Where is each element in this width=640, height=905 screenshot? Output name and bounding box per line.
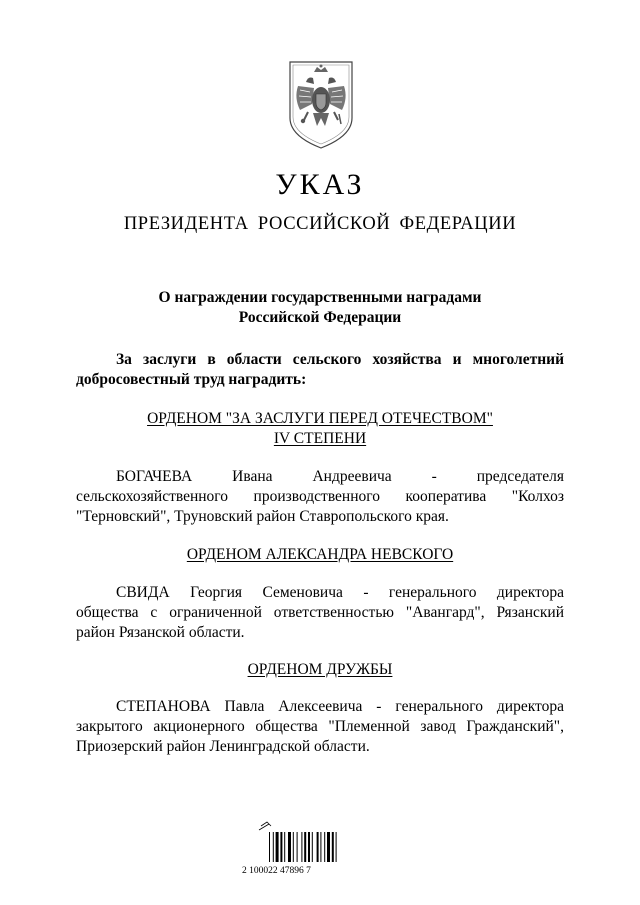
recipient-line: БОГАЧЕВА Ивана Андреевича - председателя xyxy=(116,468,564,485)
barcode-bar xyxy=(276,832,279,862)
recipient-paragraph-stepanov xyxy=(76,697,564,757)
recipient-line: закрытого акционерного общества "Племенной завод Гражданский", xyxy=(76,718,564,735)
intro-paragraph xyxy=(76,350,564,390)
recipient-line: СВИДА Георгия Семеновича - генерального директора xyxy=(116,584,564,601)
barcode-bar xyxy=(324,832,325,862)
barcode-bar xyxy=(280,832,282,862)
barcode-bar xyxy=(284,832,285,862)
barcode-bar xyxy=(327,832,330,862)
recipient-line: "Терновский", Труновский район Ставропольского края. xyxy=(76,508,449,525)
state-emblem-icon xyxy=(284,58,358,152)
recipient-line: район Рязанской области. xyxy=(76,624,245,641)
intro-line: За заслуги в области сельского хозяйства и многолетний xyxy=(116,351,564,368)
recipient-paragraph-svid xyxy=(76,583,564,643)
award-title-line: ОРДЕНОМ "ЗА ЗАСЛУГИ ПЕРЕД ОТЕЧЕСТВОМ" xyxy=(147,410,493,427)
decree-heading xyxy=(0,288,640,328)
barcode-bar xyxy=(301,832,302,862)
document-title: УКАЗ xyxy=(275,168,365,201)
decree-heading-line: Российской Федерации xyxy=(238,309,402,326)
barcode-bar xyxy=(332,832,334,862)
recipient-line: сельскохозяйственного производственного кооператива "Колхоз xyxy=(76,488,564,505)
recipient-paragraph-bogachev xyxy=(76,467,564,527)
award-title-friendship xyxy=(0,660,640,680)
barcode-bar xyxy=(269,832,270,862)
award-title-nevsky xyxy=(0,545,640,565)
award-title-line: ОРДЕНОМ ДРУЖБЫ xyxy=(247,661,393,678)
recipient-line: общества с ограниченной ответственностью "Авангард", Рязанский xyxy=(76,604,564,621)
award-title-fatherland xyxy=(0,409,640,449)
barcode-bar xyxy=(308,832,310,862)
document-subtitle: ПРЕЗИДЕНТА РОССИЙСКОЙ ФЕДЕРАЦИИ xyxy=(123,214,517,234)
barcode-bar xyxy=(288,832,291,862)
barcode-bar xyxy=(273,832,274,862)
barcode-bar xyxy=(320,832,321,862)
barcode-bar xyxy=(297,832,298,862)
award-title-line: IV СТЕПЕНИ xyxy=(273,430,367,447)
barcode-bar xyxy=(336,832,337,862)
award-title-line: ОРДЕНОМ АЛЕКСАНДРА НЕВСКОГО xyxy=(186,546,454,563)
intro-line: добросовестный труд наградить: xyxy=(76,371,307,388)
barcode-bar xyxy=(317,832,319,862)
barcode-bar xyxy=(304,832,306,862)
recipient-line: СТЕПАНОВА Павла Алексеевича - генерального директора xyxy=(116,698,564,715)
barcode-number: 2 100022 47896 7 xyxy=(242,866,311,876)
barcode-icon xyxy=(255,820,337,870)
decree-heading-line: О награждении государственными наградами xyxy=(158,289,482,306)
recipient-line: Приозерский район Ленинградской области. xyxy=(76,738,370,755)
barcode-bar xyxy=(312,832,313,862)
barcode-bar xyxy=(293,832,294,862)
